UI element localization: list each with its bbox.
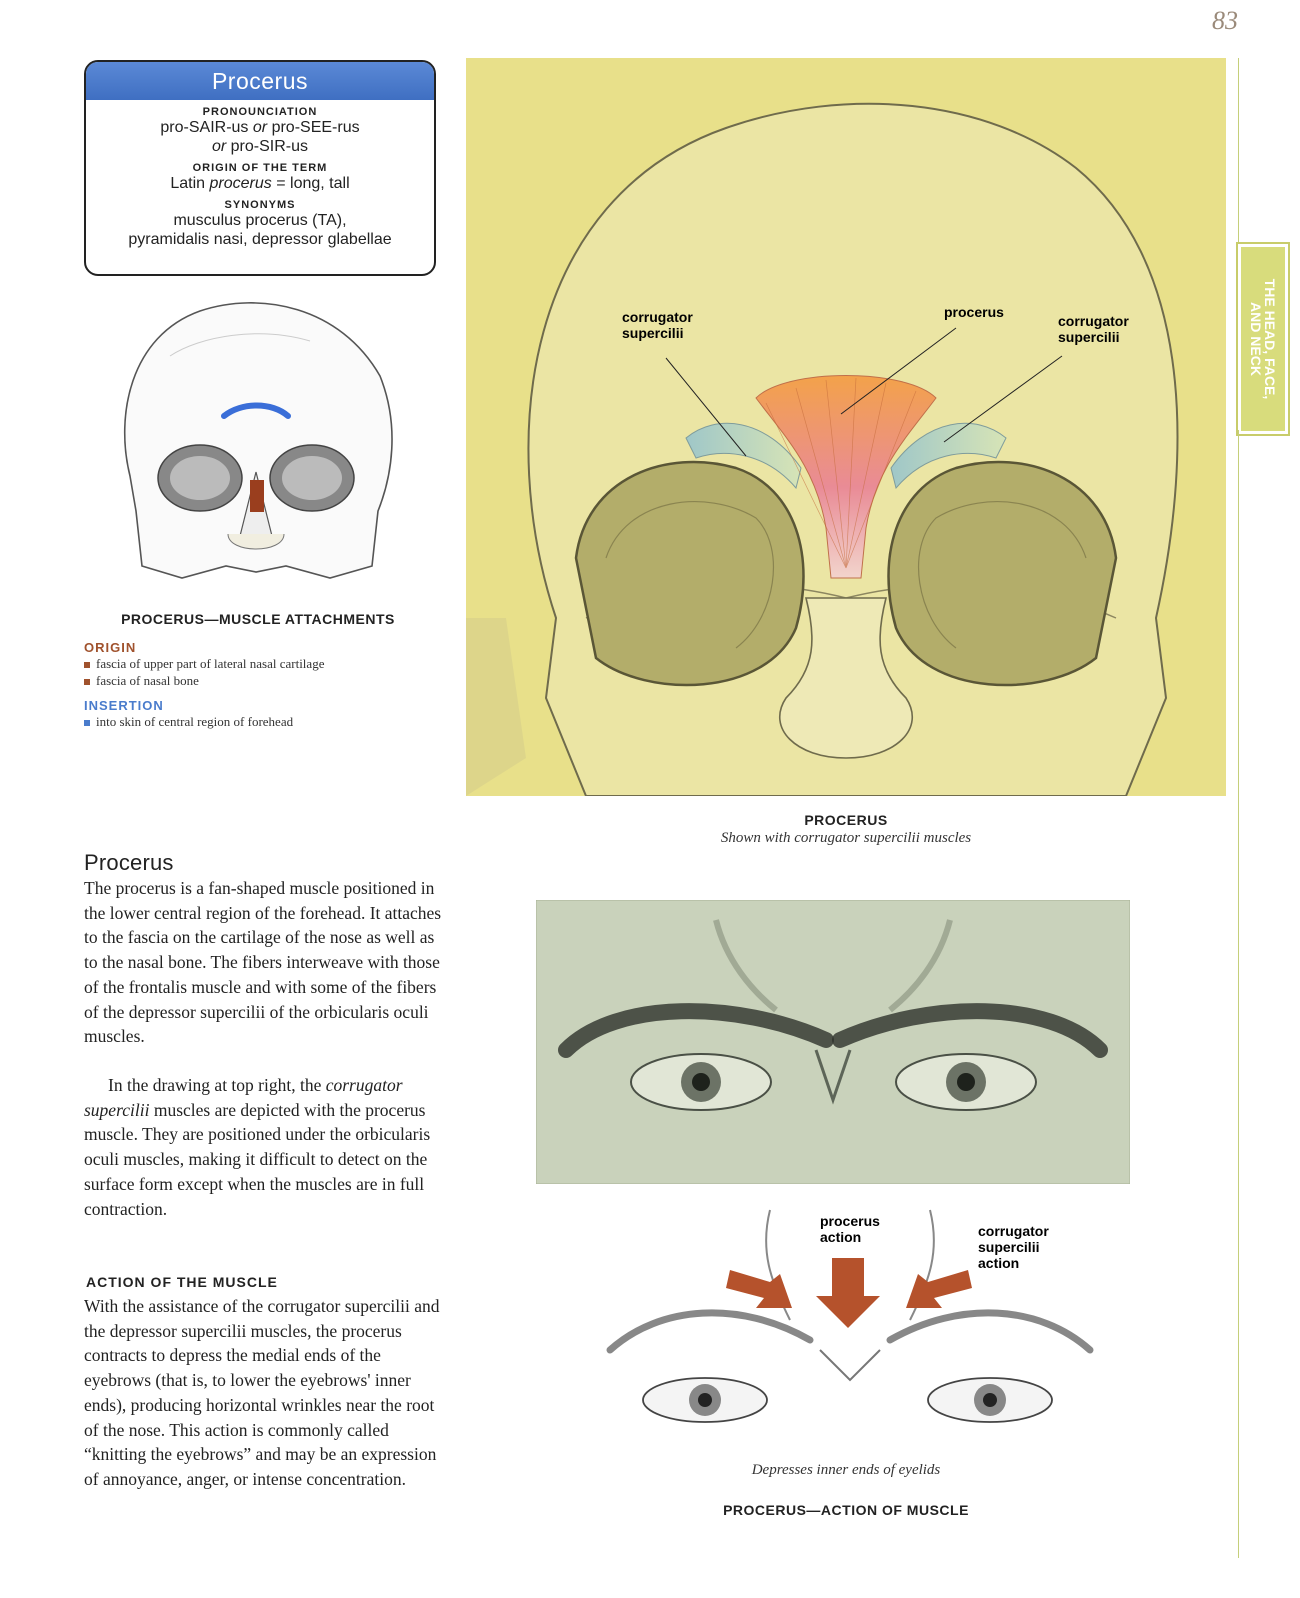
label-left-corrugator-2: supercilii <box>622 325 684 341</box>
synonyms-label: SYNONYMS <box>224 199 296 211</box>
insertion-item-text: into skin of central region of forehead <box>96 714 294 729</box>
label-procerus: procerus <box>944 304 1004 320</box>
skull-attachment-diagram <box>110 296 402 586</box>
synonyms-line-2: pyramidalis nasi, depressor glabellae <box>128 231 392 248</box>
left-corrugator-arrow-icon <box>726 1270 792 1308</box>
insertion-item <box>84 714 293 730</box>
pronunciation-label: PRONOUNCIATION <box>202 106 318 118</box>
body-paragraph-3: With the assistance of the corrugator supercilii and the depressor supercilii muscles, the procerus contracts to depress the medial ends of the eyebrows (that is, to lower the eyebrows' inner ends), producing horizontal wrinkles near the root of the nose. This action is commonly called “knitting the eyebrows” and may be an expression of annoyance, anger, or intense concentration. <box>84 1296 440 1489</box>
body-paragraph-1: The procerus is a fan-shaped muscle positioned in the lower central region of the forehead. It attaches to the fascia on the cartilage of the nose as well as to the nasal bone. The fibers interweave with those of the frontalis muscle and with some of the fibers of the depressor supercilii of the orbicularis oculi muscles. <box>84 878 442 1047</box>
pronunciation-or-1: or <box>252 119 268 136</box>
origin-meaning: = long, tall <box>276 175 350 192</box>
synonyms-line-1: musculus procerus (TA), <box>173 212 347 229</box>
origin-word: procerus <box>209 175 272 192</box>
procerus-arrow-icon <box>816 1258 880 1328</box>
pronunciation-1: pro-SAIR-us <box>160 119 249 136</box>
card-title: Procerus <box>86 62 434 100</box>
pronunciation-3: pro-SIR-us <box>230 138 309 155</box>
origin-marker <box>250 480 264 512</box>
pronunciation-or-2: or <box>211 138 227 155</box>
action-heading: ACTION OF THE MUSCLE <box>86 1274 278 1290</box>
chapter-tab-line1: THE HEAD, FACE, <box>1262 278 1278 400</box>
label-right-corrugator-1: corrugator <box>1058 313 1129 329</box>
main-caption-title: PROCERUS <box>804 812 888 828</box>
action-caption-subtitle: Depresses inner ends of eyelids <box>751 1462 941 1478</box>
main-caption-subtitle: Shown with corrugator supercilii muscles <box>720 830 972 846</box>
section-title: Procerus <box>84 850 174 875</box>
pronunciation-value <box>86 118 434 156</box>
origin-item-text: fascia of upper part of lateral nasal cartilage <box>96 656 325 671</box>
synonyms-value <box>86 211 434 249</box>
insertion-bullet <box>84 720 90 726</box>
label-left-corrugator-1: corrugator <box>622 309 693 325</box>
label-procerus-action-1: procerus <box>820 1213 880 1229</box>
action-caption-title: PROCERUS—ACTION OF MUSCLE <box>723 1502 969 1518</box>
origin-term-value <box>86 174 434 193</box>
margin-rule <box>1238 430 1239 1558</box>
procerus-action-drawing <box>570 1200 1130 1450</box>
chapter-tab-line2: AND NECK <box>1248 302 1264 376</box>
origin-item <box>84 673 199 689</box>
origin-item <box>84 656 324 672</box>
eyes-contracted-drawing <box>536 900 1130 1184</box>
label-right-corrugator-2: supercilii <box>1058 329 1120 345</box>
para2-start: In the drawing at top right, the <box>108 1075 322 1095</box>
para2-end: muscles are depicted with the procerus muscle. They are positioned under the orbicularis oculi muscles, making it difficult to detect on the surface form except when the muscles are in full contraction. <box>84 1099 431 1219</box>
margin-rule-top <box>1238 58 1239 244</box>
label-procerus-action-2: action <box>820 1229 862 1245</box>
para2-italic: corrugator supercilii <box>84 1075 403 1120</box>
origin-item-text: fascia of nasal bone <box>96 673 199 688</box>
label-corrugator-action-3: action <box>978 1255 1020 1271</box>
attachments-title: PROCERUS—MUSCLE ATTACHMENTS <box>121 611 395 627</box>
origin-bullet <box>84 679 90 685</box>
page-number: 83 <box>1212 6 1238 35</box>
muscle-info-card <box>84 60 436 276</box>
insertion-label: INSERTION <box>84 698 164 713</box>
label-corrugator-action-1: corrugator <box>978 1223 1049 1239</box>
label-corrugator-action-2: supercilii <box>978 1239 1040 1255</box>
pronunciation-2: pro-SEE-rus <box>271 119 360 136</box>
body-paragraph-2 <box>84 1073 444 1221</box>
chapter-tab[interactable] <box>1238 244 1288 434</box>
origin-term-label: ORIGIN OF THE TERM <box>192 162 328 174</box>
origin-bullet <box>84 662 90 668</box>
procerus-skull-illustration <box>466 58 1226 796</box>
origin-label: ORIGIN <box>84 640 137 655</box>
right-corrugator-arrow-icon <box>906 1270 972 1308</box>
chapter-tab-label <box>1249 279 1277 400</box>
origin-latin: Latin <box>170 175 206 192</box>
